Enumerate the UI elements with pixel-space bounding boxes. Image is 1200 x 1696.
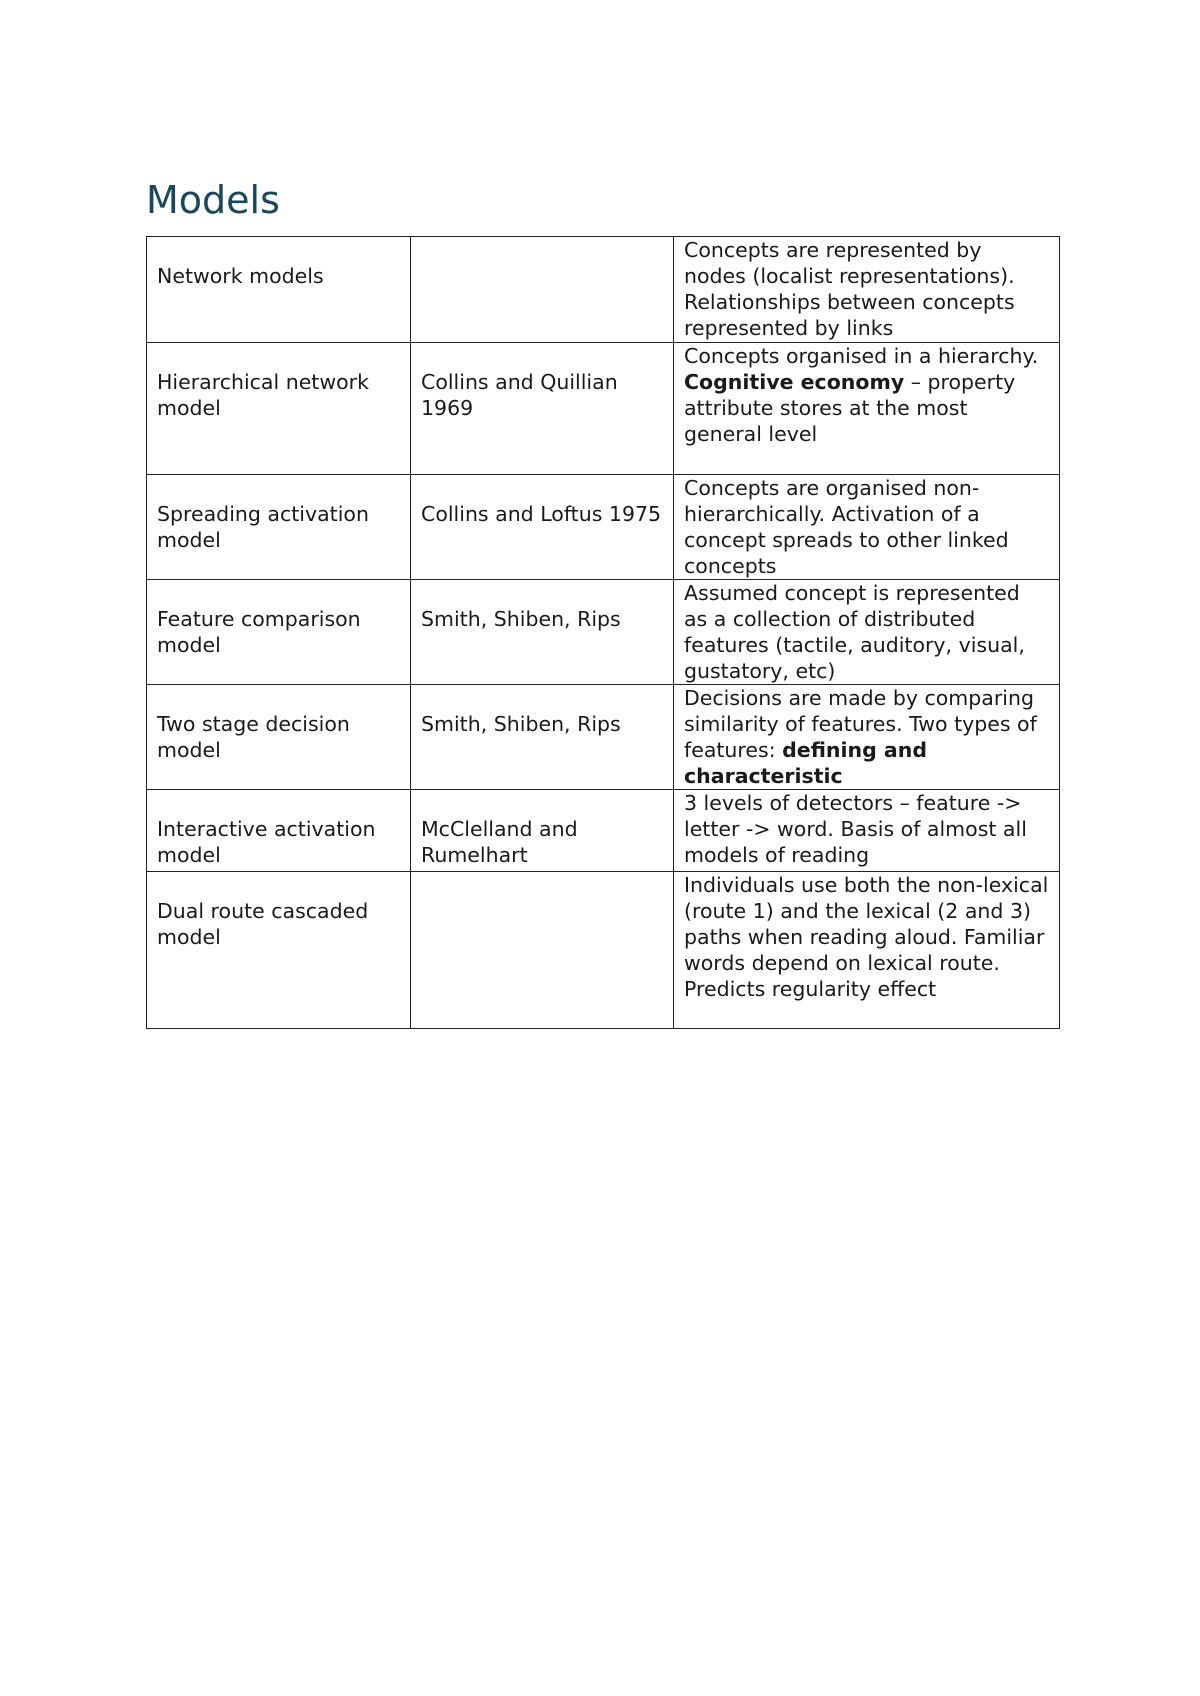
table-row <box>147 790 1060 872</box>
model-name: Hierarchical network model <box>157 370 369 420</box>
table-row <box>147 237 1060 343</box>
model-name: Interactive activation model <box>157 817 376 867</box>
authors: Collins and Quillian 1969 <box>421 370 618 420</box>
authors: McClelland and Rumelhart <box>421 817 578 867</box>
description: Individuals use both the non-lexical (route 1) and the lexical (2 and 3) paths when reading aloud. Familiar words depend on lexical route. Predicts regularity effect <box>684 873 1049 1001</box>
models-table <box>146 236 1060 1029</box>
description-cell <box>674 872 1060 1029</box>
authors: Smith, Shiben, Rips <box>421 607 621 631</box>
authors-cell <box>411 685 674 790</box>
description-term: Cognitive economy <box>684 370 905 394</box>
description-cell <box>674 790 1060 872</box>
description-cell <box>674 475 1060 580</box>
authors: Smith, Shiben, Rips <box>421 712 621 736</box>
model-name: Network models <box>157 264 324 288</box>
description-term: defining and characteristic <box>684 738 928 788</box>
authors-cell <box>411 872 674 1029</box>
authors-cell <box>411 343 674 475</box>
description: Assumed concept is represented as a collection of distributed features (tactile, auditory, visual, gustatory, etc) <box>684 581 1025 683</box>
description-text: Concepts organised in a hierarchy. <box>684 344 1039 368</box>
model-name-cell <box>147 237 411 343</box>
description-cell <box>674 343 1060 475</box>
description-cell <box>674 685 1060 790</box>
model-name-cell <box>147 580 411 685</box>
model-name: Spreading activation model <box>157 502 369 552</box>
authors: Collins and Loftus 1975 <box>421 502 662 526</box>
description-cell <box>674 580 1060 685</box>
model-name: Feature comparison model <box>157 607 361 657</box>
table-row <box>147 580 1060 685</box>
description-text-after: – property attribute stores at the most general level <box>684 370 1016 446</box>
authors-cell <box>411 237 674 343</box>
model-name-cell <box>147 475 411 580</box>
description: Concepts are organised non-hierarchically. Activation of a concept spreads to other linked concepts <box>684 476 1009 578</box>
page-title: Models <box>146 178 280 222</box>
table-row <box>147 685 1060 790</box>
description-text: Decisions are made by comparing similarity of features. Two types of features: <box>684 686 1037 762</box>
table-row <box>147 475 1060 580</box>
description: 3 levels of detectors – feature -> letter -> word. Basis of almost all models of reading <box>684 791 1027 867</box>
description: Concepts are represented by nodes (localist representations). Relationships between concepts represented by links <box>684 238 1015 340</box>
authors-cell <box>411 580 674 685</box>
authors-cell <box>411 475 674 580</box>
table-row <box>147 343 1060 475</box>
model-name-cell <box>147 872 411 1029</box>
model-name-cell <box>147 790 411 872</box>
description-cell <box>674 237 1060 343</box>
model-name-cell <box>147 343 411 475</box>
model-name: Two stage decision model <box>157 712 350 762</box>
model-name: Dual route cascaded model <box>157 899 369 949</box>
model-name-cell <box>147 685 411 790</box>
authors-cell <box>411 790 674 872</box>
table-row <box>147 872 1060 1029</box>
